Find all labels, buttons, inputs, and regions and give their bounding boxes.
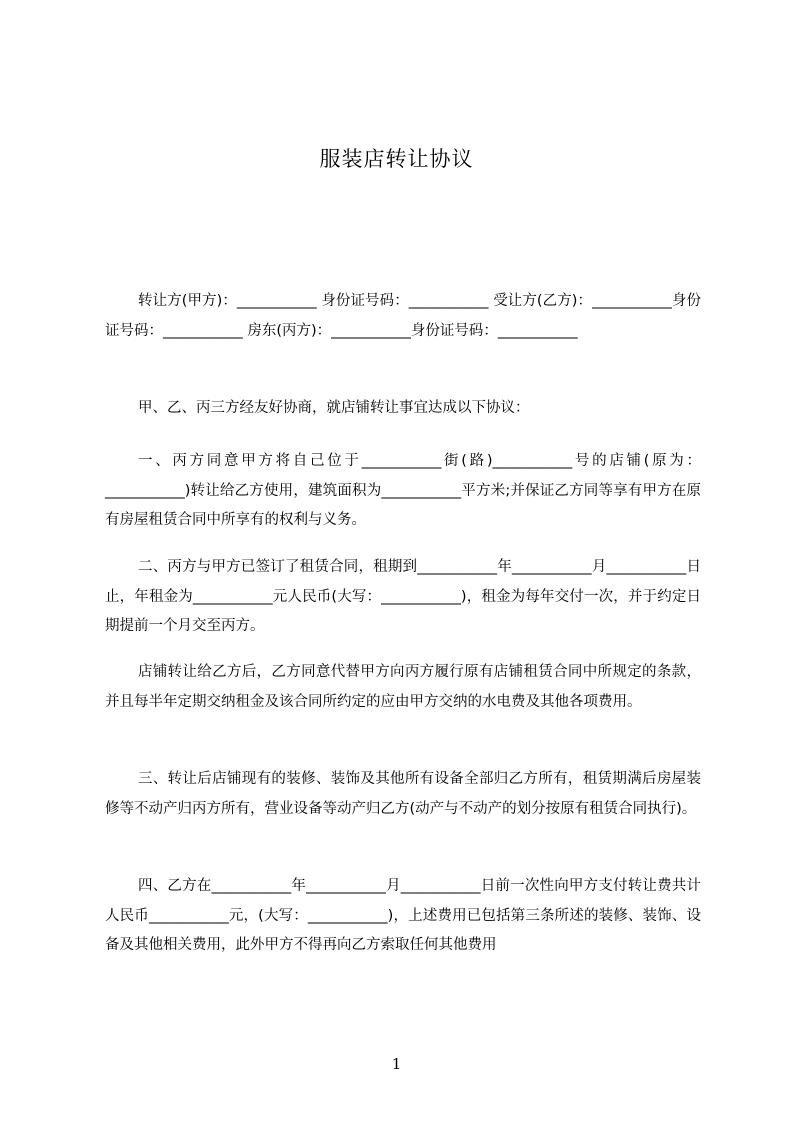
clause-3-paragraph: 三、转让后店铺现有的装修、装饰及其他所有设备全部归乙方所有，租赁期满后房屋装修等不动产归丙方所有，营业设备等动产归乙方(动产与不动产的划分按原有租赁合同执行)。	[105, 771, 701, 817]
transfer-obligation-paragraph: 店铺转让给乙方后，乙方同意代替甲方向丙方履行原有店铺租赁合同中所规定的条款，并且每半年定期交纳租金及该合同所约定的应由甲方交纳的水电费及其他各项费用。	[105, 664, 701, 710]
clause-1-paragraph: 一、丙方同意甲方将自己位于___________街(路)___________号的店铺(原为：___________)转让给乙方使用，建筑面积为___________平方米;并保证乙方同等享有甲方在原有房屋租赁合同中所享有的权利与义务。	[105, 453, 701, 528]
agreement-intro-paragraph: 甲、乙、丙三方经友好协商，就店铺转让事宜达成以下协议：	[138, 400, 530, 416]
document-title: 服装店转让协议	[319, 147, 474, 171]
page-number: 1	[391, 1055, 402, 1073]
clause-2-paragraph: 二、丙方与甲方已签订了租赁合同，租期到___________年___________月___________日止，年租金为___________元人民币(大写：___________)，租金为每年交付一次，并于约定日期提前一个月交至丙方。	[105, 559, 701, 634]
clause-4-paragraph: 四、乙方在___________年___________月___________日前一次性向甲方支付转让费共计人民币___________元，(大写：___________)，上述费用已包括第三条所述的装修、装饰、设备及其他相关费用，此外甲方不得再向乙方索取任何其他费用	[105, 878, 701, 953]
parties-paragraph: 转让方(甲方)：___________ 身份证号码：___________ 受让方(乙方)：___________身份证号码：___________ 房东(丙方)：___________身份证号码：___________	[105, 293, 701, 339]
